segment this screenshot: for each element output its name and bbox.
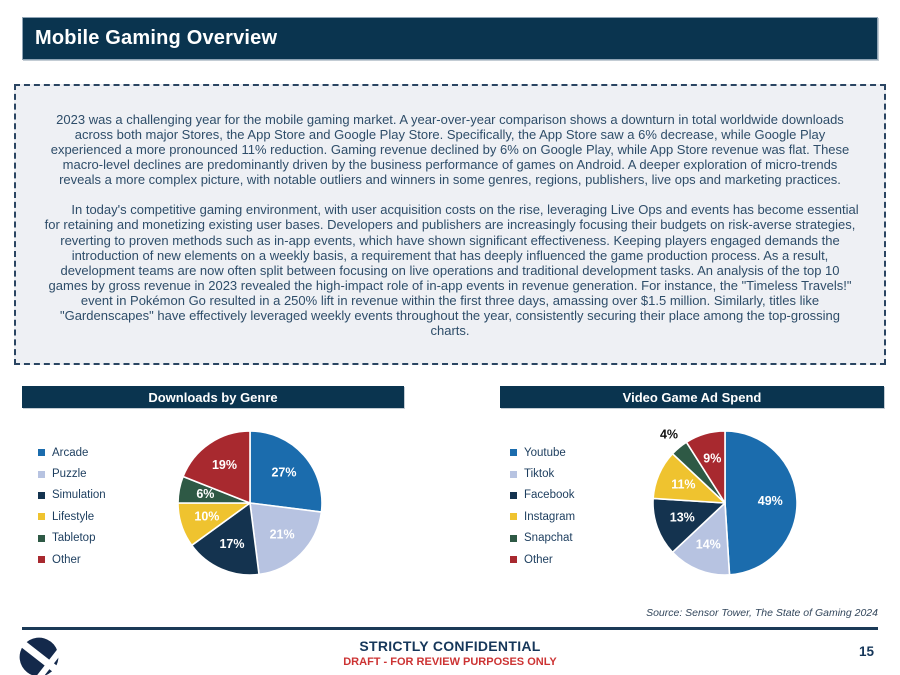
draft-label: DRAFT - FOR REVIEW PURPOSES ONLY (343, 656, 557, 668)
legend-swatch (38, 535, 45, 542)
pie-chart-downloads (155, 408, 345, 598)
footer-divider (22, 627, 878, 630)
legend-swatch (38, 513, 45, 520)
legend-item-simulation (38, 485, 106, 506)
legend-label: Arcade (52, 446, 89, 459)
chart-panel-video-game-ad-spend (500, 386, 884, 601)
pie-data-label: 19% (211, 457, 238, 472)
legend-item-tiktok (510, 463, 575, 484)
legend-label: Puzzle (52, 468, 87, 481)
legend-label: Other (52, 553, 81, 566)
legend-label: Lifestyle (52, 510, 95, 523)
legend-item-snapchat (510, 528, 575, 549)
pie-data-label: 27% (271, 465, 297, 480)
pie-data-label: 11% (671, 477, 696, 492)
pie-data-label: 4% (659, 427, 679, 442)
legend-item-instagram (510, 506, 575, 527)
legend-swatch (38, 471, 45, 478)
pie-chart-ad-spend (630, 408, 820, 598)
legend-item-youtube (510, 442, 575, 463)
summary-paragraph-2: In today's competitive gaming environment, with user acquisition costs on the rise, leveraging Live Ops and events has become essential for retaining and monetizing existing user bases. Developers and publishers are increasingly focusing their budgets on risk-averse strategies, reverting to proven methods such as in-app events, which have shown significant effectiveness. Keeping players engaged demands the introduction of new elements on a weekly basis, a requirement that has deeply influenced the game production process. As a result, development teams are now often split between focusing on live operations and traditional development tasks. An analysis of the top 10 games by gross revenue in 2023 revealed the high-impact role of in-app events in revenue generation. For instance, the "Timeless Travels!" event in Pokémon Go resulted in a 250% lift in revenue within the first three days, amassing over $1.5 million. Similarly, titles like "Gardenscapes" have effectively leveraged weekly events throughout the year, consistently securing their place among the top-grossing charts. (44, 202, 859, 339)
legend-label: Youtube (524, 446, 566, 459)
chart-legend-ad-spend (510, 442, 575, 570)
legend-swatch (510, 492, 517, 499)
pie-data-label: 10% (194, 509, 220, 524)
legend-swatch (510, 535, 517, 542)
legend-swatch (38, 449, 45, 456)
footer-center (0, 638, 900, 668)
legend-label: Other (524, 553, 553, 566)
summary-textbox (14, 84, 886, 365)
chart-title-downloads-by-genre: Downloads by Genre (22, 386, 404, 408)
chart-legend-downloads (38, 442, 106, 570)
pie-data-label: 49% (757, 493, 783, 508)
legend-item-arcade (38, 442, 106, 463)
legend-label: Facebook (524, 489, 575, 502)
legend-item-lifestyle (38, 506, 106, 527)
pie-data-label: 17% (219, 536, 245, 551)
legend-swatch (38, 492, 45, 499)
pie-data-label: 9% (703, 451, 722, 466)
chart-title-video-game-ad-spend: Video Game Ad Spend (500, 386, 884, 408)
pie-data-label: 14% (695, 537, 721, 552)
legend-label: Tabletop (52, 532, 96, 545)
page-title: Mobile Gaming Overview (35, 27, 278, 49)
legend-swatch (510, 556, 517, 563)
legend-label: Simulation (52, 489, 106, 502)
pie-data-label: 13% (669, 510, 695, 525)
legend-item-puzzle (38, 463, 106, 484)
legend-label: Tiktok (524, 468, 555, 481)
source-note: Source: Sensor Tower, The State of Gaming 2024 (646, 607, 878, 619)
legend-label: Instagram (524, 510, 576, 523)
legend-label: Snapchat (524, 532, 573, 545)
confidential-label: STRICTLY CONFIDENTIAL (359, 638, 541, 654)
summary-paragraph-1: 2023 was a challenging year for the mobile gaming market. A year-over-year comparison shows a downturn in total worldwide downloads across both major Stores, the App Store and Google Play Store. Specifically, the App Store saw a 6% decrease, while Google Play experienced a more pronounced 11% reduction. Gaming revenue declined by 6% on Google Play, while App Store revenue was flat. These macro-level declines are predominantly driven by the business performance of games on Android. A deeper exploration of micro-trends reveals a more complex picture, with notable outliers and winners in some genres, regions, publishers, live ops and marketing practices. (50, 112, 850, 188)
chart-panel-downloads-by-genre (22, 386, 404, 601)
legend-item-other (38, 549, 106, 570)
legend-swatch (510, 513, 517, 520)
slide-header (22, 17, 878, 60)
legend-item-tabletop (38, 528, 106, 549)
legend-swatch (510, 471, 517, 478)
legend-swatch (38, 556, 45, 563)
legend-swatch (510, 449, 517, 456)
pie-data-label: 6% (196, 486, 215, 501)
pie-data-label: 21% (269, 527, 295, 542)
page-number: 15 (858, 644, 874, 659)
legend-item-facebook (510, 485, 575, 506)
legend-item-other (510, 549, 575, 570)
